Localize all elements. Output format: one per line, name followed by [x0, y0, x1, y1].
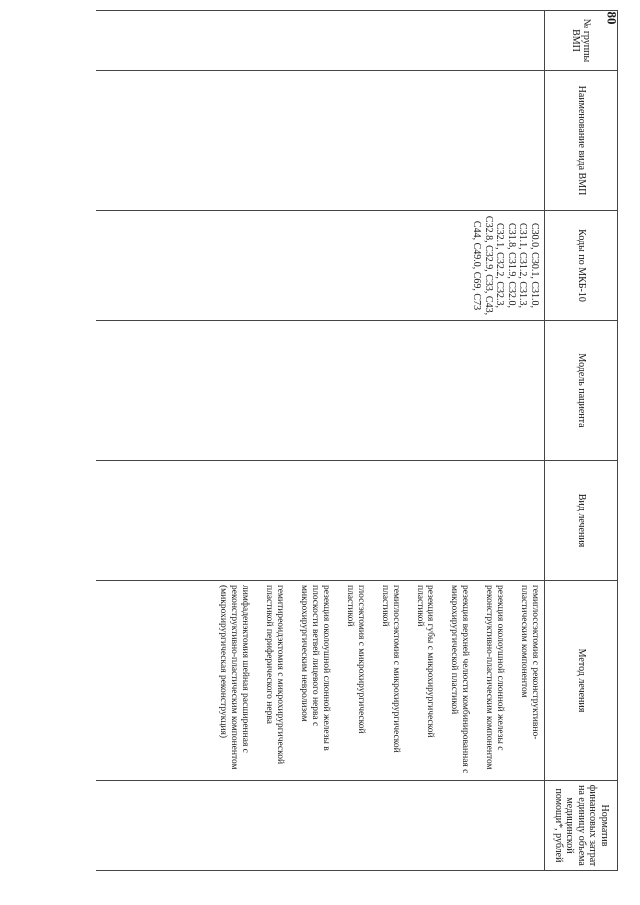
header-name: Наименование вида ВМП: [545, 71, 618, 211]
header-treatment-type: Вид лечения: [545, 461, 618, 581]
method-item: резекция околоушной слюнной железы в плоскости ветвей лицевого нерва с микрохирургическим невролизом: [299, 585, 331, 751]
method-item: гемиглоссэктомия с микрохирургической пластикой: [379, 585, 401, 753]
table-row: [96, 11, 545, 871]
page-number: 80: [604, 11, 620, 25]
method-item: гемитиреоидэктомия с микрохирургической пластикой периферического нерва: [264, 585, 286, 765]
header-patient-model: Модель пациента: [545, 321, 618, 461]
method-item: гемиглоссэктомия с реконструктивно-пластическим компонентом: [519, 585, 540, 740]
method-item: резекция верхней челюсти комбинированная с микрохирургической пластикой: [449, 585, 471, 774]
table-header-row: [545, 11, 618, 871]
header-codes: Коды по МКБ-10: [545, 211, 618, 321]
cell-cost: [96, 781, 545, 871]
cell-codes: C30.0, C30.1, C31.0, C31.1, C31.2, C31.3, C31.8, C31.9, C32.0, C32.1, C32.2, C32.3, C32.8, C32.9, C33, C43, C44, C49.0, C69, C73: [96, 211, 545, 321]
method-item: резекция околоушной слюнной железы с реконструктивно-пластическим компонентом: [484, 585, 506, 770]
cell-name: [96, 71, 545, 211]
vmp-table: [96, 10, 618, 871]
cell-treatment-type: [96, 461, 545, 581]
method-item: глоссэктомия с микрохирургической пластикой: [344, 585, 366, 734]
method-item: резекция губы с микрохирургической пластикой: [414, 585, 436, 738]
rotated-table-container: [88, 10, 618, 870]
cell-methods: [96, 581, 545, 781]
header-group-no: № группы ВМП: [545, 11, 618, 71]
header-cost: Норматив финансовых затрат на единицу объема медицинской помощи*, рублей: [545, 781, 618, 871]
cell-patient-model: [96, 321, 545, 461]
header-method: Метод лечения: [545, 581, 618, 781]
method-item: лимфаденэктомия шейная расширенная с реконструктивно-пластическим компонентом (микрохирургическая реконструкция): [218, 585, 251, 770]
cell-group-no: [96, 11, 545, 71]
